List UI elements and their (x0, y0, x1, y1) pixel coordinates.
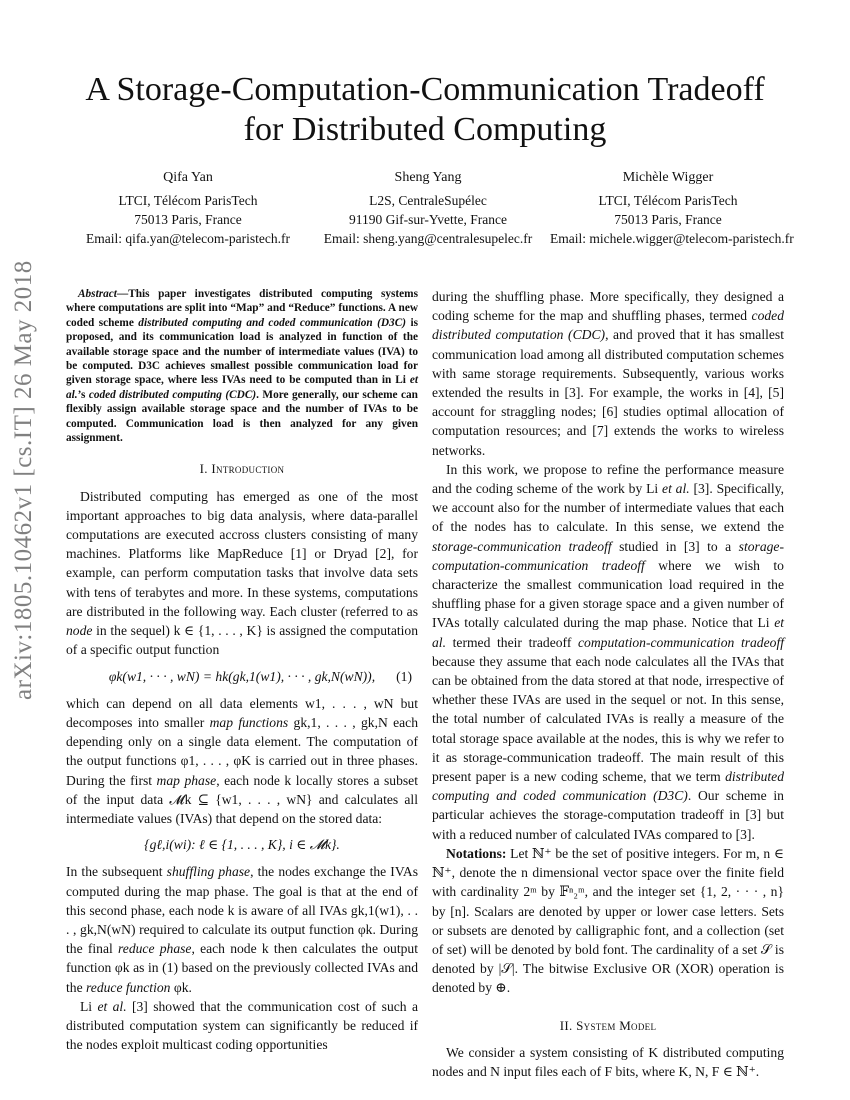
equation-1: φk(w1, · · · , wN) = hk(gk,1(w1), · · · , gk,N(wN)), (1) (66, 667, 418, 686)
author-1 (70, 168, 306, 248)
author-address: 75013 Paris, France (134, 212, 242, 227)
author-name: Qifa Yan (163, 170, 213, 185)
arxiv-identifier: arXiv:1805.10462v1 [cs.IT] 26 May 2018 (10, 260, 37, 700)
author-2 (306, 168, 550, 248)
section-heading-introduction: I. Introduction (199, 461, 285, 477)
author-name: Michèle Wigger (622, 170, 714, 185)
section-heading-system-model: II. System Model (559, 1017, 657, 1033)
equation-2: {gℓ,i(wi): ℓ ∈ {1, . . . , K}, i ∈ 𝓜k}. (144, 837, 340, 853)
title-line-1: A Storage-Computation-Communication Tradeoff (85, 71, 765, 108)
author-address: 75013 Paris, France (614, 212, 722, 227)
abstract-label: Abstract (78, 288, 117, 300)
author-address: 91190 Gif-sur-Yvette, France (349, 212, 507, 227)
author-email: Email: michele.wigger@telecom-paristech.fr (550, 231, 794, 246)
abstract: Abstract—This paper investigates distributed computing systems where computations are split into “Map” and “Reduce” functions. A new coded scheme distributed computing and coded communication (D3C) is proposed, and its communication load is analyzed in function of the available storage space and the number of intermediate values (IVA) to be computed. D3C achieves smallest possible communication load for given storage space, where less IVAs need to be computed than in Li et al.’s coded distributed computing (CDC). More generally, our scheme can flexibly assign available storage space and the number of IVAs to be computed. Communication load is then analyzed for any given assignment. (66, 288, 419, 445)
paper-title (60, 70, 790, 150)
author-email: Email: sheng.yang@centralesupelec.fr (323, 231, 533, 246)
author-affiliation: LTCI, Télécom ParisTech (598, 193, 738, 208)
right-paragraph-1: during the shuffling phase. More specifically, they designed a coding scheme for the map and shuffling phases, termed coded distributed computation (CDC), and proved that it has smallest communication load among all distributed computation schemes with same storage requirements. Subsequently, various works extended the results in [3]. For example, the works in [4], [5] account for straggling nodes; [6] studies optimal allocation of computation resources; and [7] extends the works to wireless networks. (432, 289, 784, 458)
intro-paragraph-4: Li et al. [3] showed that the communication cost of such a distributed computation system can significantly be reduced if the nodes exploit multicast coding opportunities (66, 998, 418, 1053)
author-block (70, 168, 794, 248)
author-affiliation: LTCI, Télécom ParisTech (118, 193, 258, 208)
intro-paragraph-2: which can depend on all data elements w1, . . . , wN but decomposes into smaller map functions gk,1, . . . , gk,N each depending only on a single data element. The computation of the output functions φ1, . . . , φK is carried out in three phases. During the first map phase, each node k locally stores a subset of the input data 𝓜k ⊆ {w1, . . . , wN} and calculates all intermediate values (IVAs) that depend on the stored data: (66, 695, 419, 826)
left-column (66, 287, 418, 1054)
notations-label: Notations: (446, 845, 507, 861)
author-name: Sheng Yang (394, 170, 462, 185)
system-model-paragraph: We consider a system consisting of K distributed computing nodes and N input files each of F bits, where K, N, F ∈ ℕ⁺. (432, 1044, 784, 1079)
author-email: Email: qifa.yan@telecom-paristech.fr (86, 231, 290, 246)
intro-paragraph-1: Distributed computing has emerged as one of the most important approaches to big data analysis, where data-parallel computations are executed accross clusters consisting of many machines. Platforms like MapReduce [1] or Dryad [2], for example, can perform computation tasks that involve data sets with tens of terabytes and more. In these systems, computations are distributed in the following way. Each cluster (referred to as node in the sequel) k ∈ {1, . . . , K} is assigned the computation of a specific output function (66, 488, 418, 658)
right-column (432, 287, 784, 1081)
intro-paragraph-3: In the subsequent shuffling phase, the nodes exchange the IVAs computed during the map phase. The goal is that at the end of this second phase, each node k is aware of all IVAs gk,1(w1), . . . , gk,N(wN) required to calculate its output function φk. During the final reduce phase, each node k then calculates the output function φk as in (1) based on the previously collected IVAs and the reduce function φk. (66, 864, 418, 995)
author-3 (550, 168, 794, 248)
equation-number: (1) (396, 668, 412, 684)
title-line-2: for Distributed Computing (243, 111, 607, 148)
notations-paragraph: Notations: Let ℕ⁺ be the set of positive integers. For m, n ∈ ℕ⁺, denote the n dimensional vector space over the finite field with cardinality 2ᵐ by 𝔽ⁿ₂ᵐ, and the integer set {1, 2, · · · , n} by [n]. Scalars are denoted by upper or lower case letters. Sets or subsets are denoted by calligraphic font, and a collection (set of set) will be denoted by bold font. The cardinality of a set 𝒮 is denoted by |𝒮|. The bitwise Exclusive OR (XOR) operation is denoted by ⊕. (432, 845, 784, 996)
author-affiliation: L2S, CentraleSupélec (369, 193, 487, 208)
right-paragraph-2: In this work, we propose to refine the performance measure and the coding scheme of the work by Li et al. [3]. Specifically, we account also for the number of intermediate values that each of the nodes has to calculate. In this sense, we extend the storage-communication tradeoff studied in [3] to a storage-computation-communication tradeoff where we wish to characterize the smallest communication load required in the shuffling phase for a given storage space and a given number of IVAs totally calculated during the map phase. Notice that Li et al. termed their tradeoff computation-communication tradeoff because they assume that each node calculates all the IVAs that can be obtained from the data stored at that node, irrespective of whether these IVAs are used in the sequel or not. In this sense, the total number of calculated IVAs is really a measure of the total storage space available at the nodes, this is why we refer to it as storage-communication tradeoff. The main result of this present paper is a new coding scheme, that we term distributed computing and coded communication (D3C). Our scheme in particular achieves the storage-computation tradeoff in [3] but with a reduced number of calculated IVAs compared to [3]. (432, 461, 785, 842)
